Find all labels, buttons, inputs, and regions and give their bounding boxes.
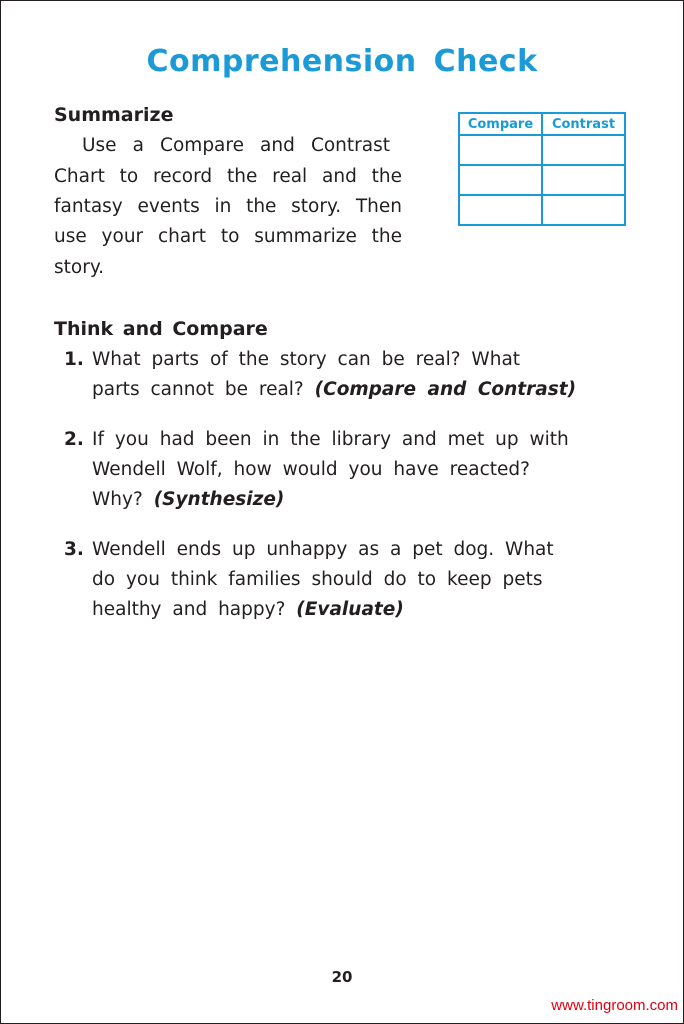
chart-cell [542, 195, 625, 225]
summarize-line: fantasy events in the story. Then [54, 196, 402, 217]
question-text: Why? [92, 489, 143, 510]
watermark-link[interactable]: www.tingroom.com [551, 997, 678, 1014]
question-number: 2. [64, 429, 84, 450]
chart-cell [459, 135, 542, 165]
chart-header-contrast: Contrast [542, 113, 625, 135]
chart-cell [459, 165, 542, 195]
page-title: Comprehension Check [146, 44, 538, 79]
question-number: 1. [64, 349, 84, 370]
skill-label: (Compare and Contrast) [314, 379, 577, 400]
question-line: Wendell ends up unhappy as a pet dog. What [92, 539, 554, 560]
question-text: parts cannot be real? [92, 379, 304, 400]
question-line: If you had been in the library and met up with [92, 429, 569, 450]
chart-cell [542, 135, 625, 165]
chart-cell [542, 165, 625, 195]
summarize-heading: Summarize [54, 104, 174, 126]
think-compare-heading: Think and Compare [54, 318, 268, 340]
question-text: healthy and happy? [92, 599, 286, 620]
chart-cell [459, 195, 542, 225]
summarize-line: Use a Compare and Contrast [82, 135, 390, 156]
chart-header-compare: Compare [459, 113, 542, 135]
summarize-line: Chart to record the real and the [54, 166, 402, 187]
question-line: do you think families should do to keep pets [92, 569, 543, 590]
skill-label: (Evaluate) [296, 599, 404, 620]
summarize-line: use your chart to summarize the [54, 226, 402, 247]
question-line-with-skill [92, 599, 404, 620]
question-number: 3. [64, 539, 84, 560]
question-line-with-skill [92, 489, 284, 510]
page-number: 20 [331, 968, 353, 986]
question-line: Wendell Wolf, how would you have reacted? [92, 459, 530, 480]
question-line: What parts of the story can be real? What [92, 349, 521, 370]
summarize-line: story. [54, 257, 105, 278]
skill-label: (Synthesize) [153, 489, 285, 510]
compare-contrast-chart [458, 112, 626, 226]
question-line-with-skill [92, 379, 576, 400]
